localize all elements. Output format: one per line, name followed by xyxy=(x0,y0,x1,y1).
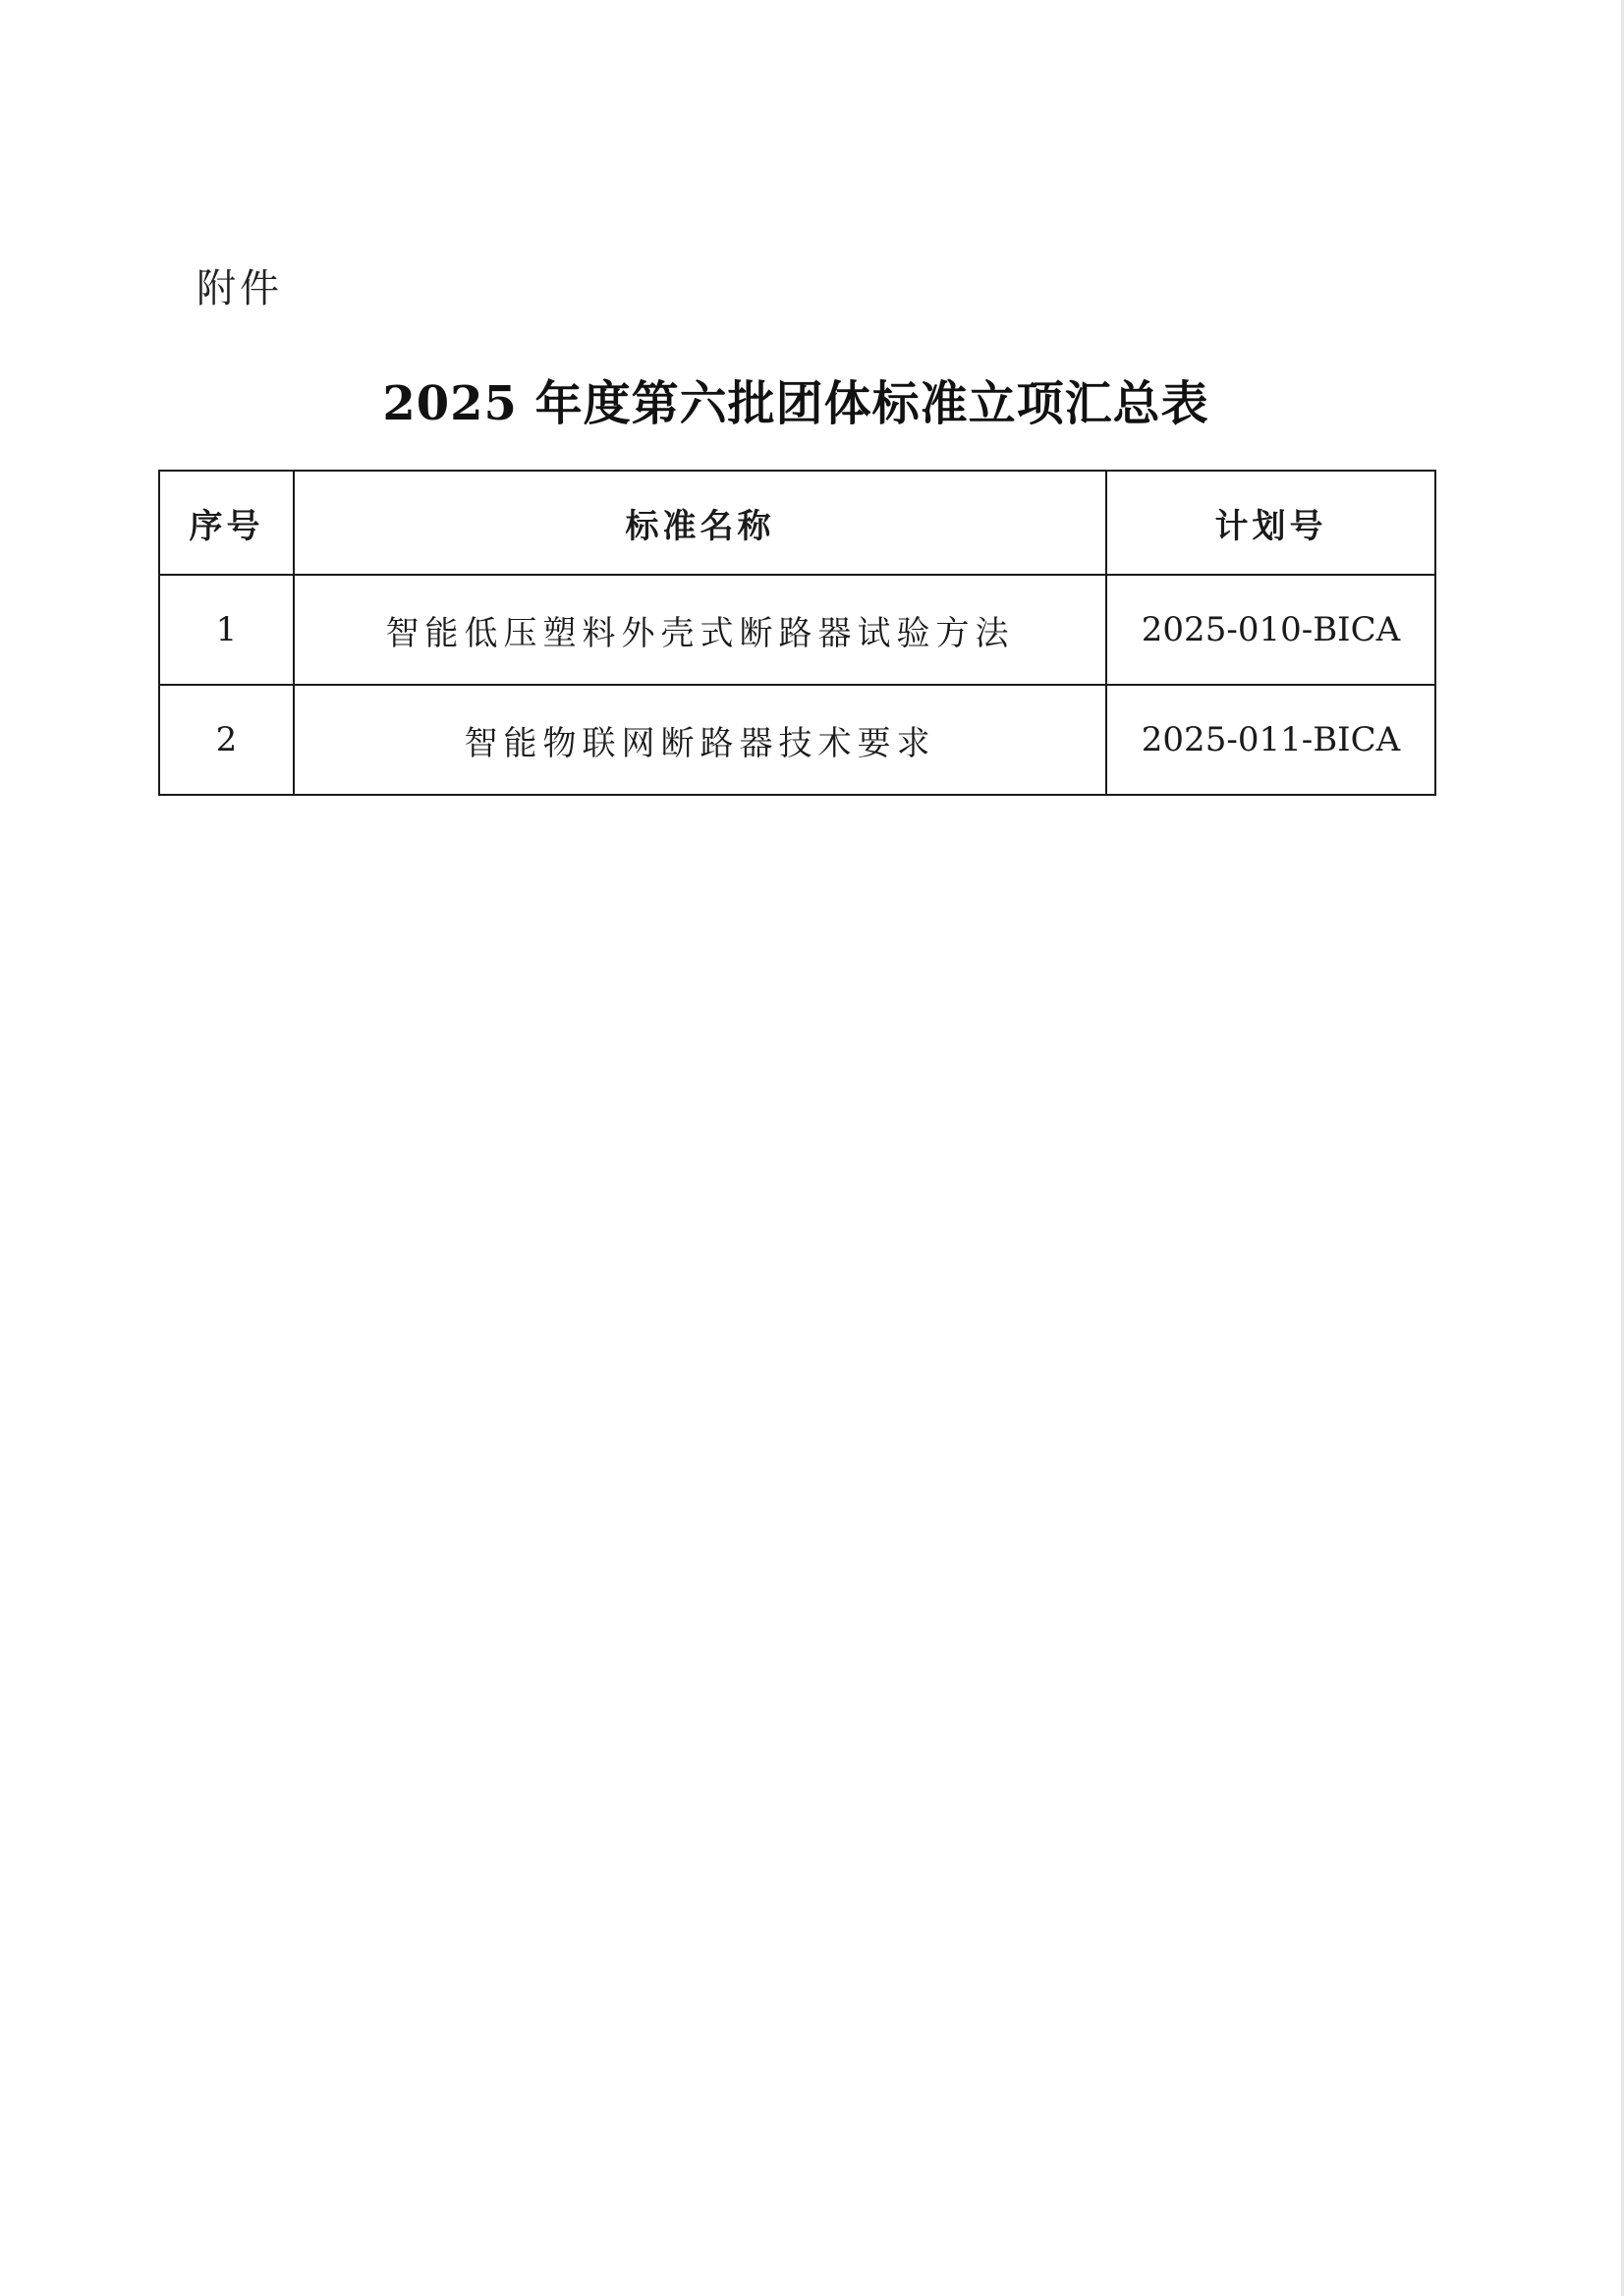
row-standard-name: 智能物联网断路器技术要求 xyxy=(294,685,1106,795)
attachment-label: 附件 xyxy=(196,266,283,311)
row-standard-name: 智能低压塑料外壳式断路器试验方法 xyxy=(294,575,1106,685)
table-row xyxy=(159,575,1435,685)
document-title: 2025 年度第六批团体标准立项汇总表 xyxy=(382,376,1209,431)
standards-summary-table xyxy=(158,470,1436,796)
table-header-row xyxy=(159,471,1435,575)
header-standard-name: 标准名称 xyxy=(294,471,1106,575)
row-plan-number: 2025-011-BICA xyxy=(1106,685,1435,795)
row-seq: 2 xyxy=(159,685,294,795)
header-plan-number: 计划号 xyxy=(1106,471,1435,575)
row-plan-number: 2025-010-BICA xyxy=(1106,575,1435,685)
row-seq: 1 xyxy=(159,575,294,685)
table-row xyxy=(159,685,1435,795)
header-seq: 序号 xyxy=(159,471,294,575)
